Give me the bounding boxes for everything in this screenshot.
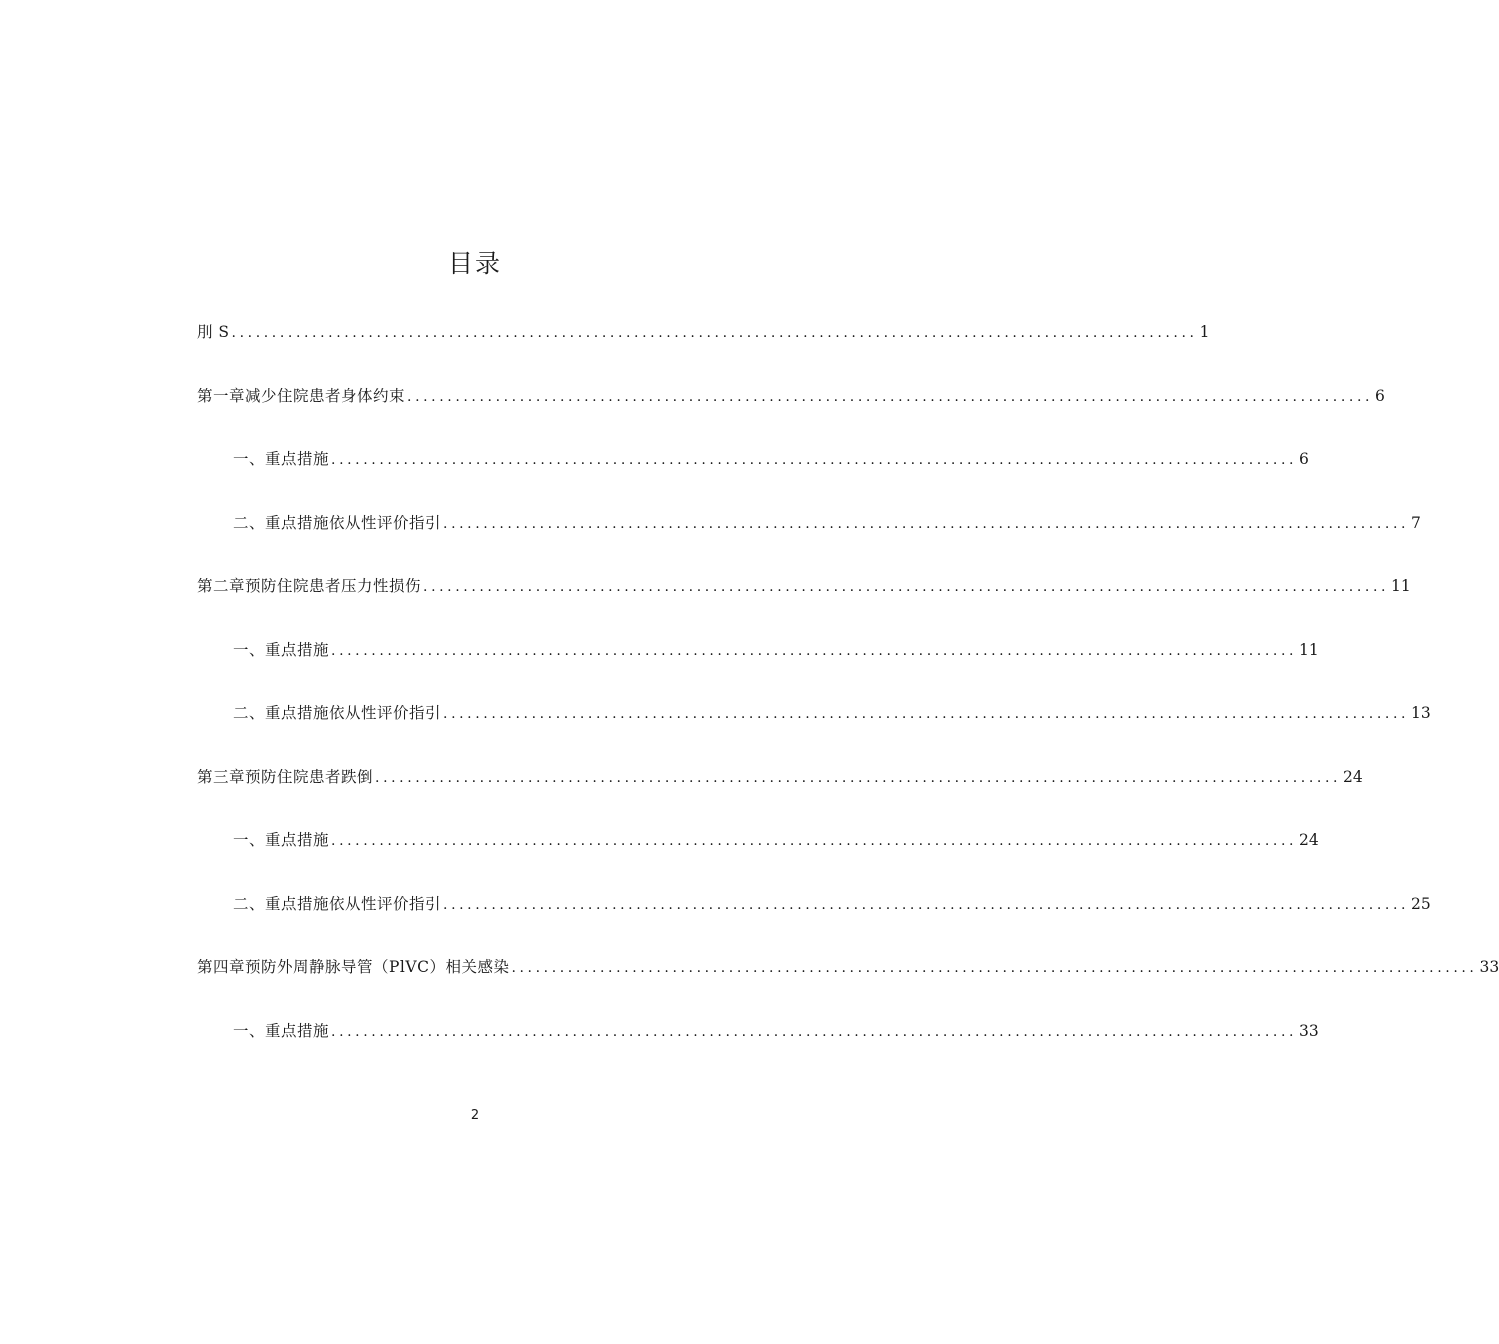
toc-leader: ........................................................................................................................ (375, 769, 1342, 786)
toc-entry[interactable] (197, 503, 1421, 567)
toc-entry[interactable] (197, 820, 1319, 884)
toc-entry[interactable] (197, 693, 1431, 757)
toc-entry[interactable] (197, 566, 1411, 630)
toc-entry-page: 13 (1411, 704, 1431, 722)
toc-entry-page: 6 (1299, 450, 1309, 468)
toc-leader: ........................................................................................................................ (331, 452, 1298, 468)
toc-entry-label: 一、重点措施 (233, 450, 330, 468)
toc-entry-label: 二、重点措施依从性评价指引 (233, 704, 442, 722)
toc-entry[interactable] (197, 376, 1385, 440)
toc-leader: ........................................................................................................................ (331, 833, 1298, 849)
toc-leader: ........................................................................................................................ (331, 1023, 1298, 1040)
toc-entry-page: 11 (1299, 640, 1319, 659)
toc-entry-page: 1 (1199, 323, 1210, 341)
toc-entry[interactable] (197, 884, 1431, 948)
toc-leader: ........................................................................................................................ (407, 388, 1374, 405)
toc-entry[interactable] (197, 757, 1363, 821)
toc-title: 目录 (447, 249, 502, 278)
toc-entry-page: 7 (1411, 513, 1421, 532)
toc-entry[interactable] (197, 947, 1499, 1011)
toc-entry-page: 11 (1391, 577, 1411, 595)
toc-entry-label: 第四章预防外周静脉导管（PlVC）相关感染 (197, 958, 510, 976)
toc-entry-page: 33 (1299, 1021, 1319, 1040)
toc-leader: ........................................................................................................................ (443, 896, 1410, 913)
toc-entry[interactable] (197, 312, 1210, 376)
toc-entry-page: 6 (1375, 386, 1385, 405)
toc-entry-label: 第三章预防住院患者跌倒 (197, 767, 374, 786)
toc-entry-page: 33 (1479, 958, 1499, 976)
toc-entry-label: 一、重点措施 (233, 1021, 330, 1040)
toc-entry-label: 第一章减少住院患者身体约束 (197, 386, 406, 405)
toc-entry-label: 第二章预防住院患者压力性损伤 (197, 577, 422, 595)
toc-leader: ........................................................................................................................ (423, 579, 1390, 595)
toc-entry-label: 一、重点措施 (233, 640, 330, 659)
toc-entry-label: 二、重点措施依从性评价指引 (233, 894, 442, 913)
toc-leader: ........................................................................................................................ (511, 960, 1478, 976)
toc-leader: ........................................................................................................................ (331, 642, 1298, 659)
toc-entry-label: 刖 S (197, 323, 230, 341)
toc-entry-label: 二、重点措施依从性评价指引 (233, 513, 442, 532)
toc-entry[interactable] (197, 439, 1309, 503)
toc-entry-page: 24 (1343, 767, 1363, 786)
toc-entry-page: 24 (1299, 831, 1319, 849)
toc-entry[interactable] (197, 1011, 1319, 1075)
toc-entry-label: 一、重点措施 (233, 831, 330, 849)
page-number: 2 (470, 1108, 480, 1123)
toc-entry-page: 25 (1411, 894, 1431, 913)
toc-leader: ........................................................................................................................ (231, 325, 1198, 341)
toc-leader: ........................................................................................................................ (443, 706, 1410, 722)
toc-entry[interactable] (197, 630, 1319, 694)
toc-list (197, 312, 1499, 1074)
toc-leader: ........................................................................................................................ (443, 515, 1410, 532)
